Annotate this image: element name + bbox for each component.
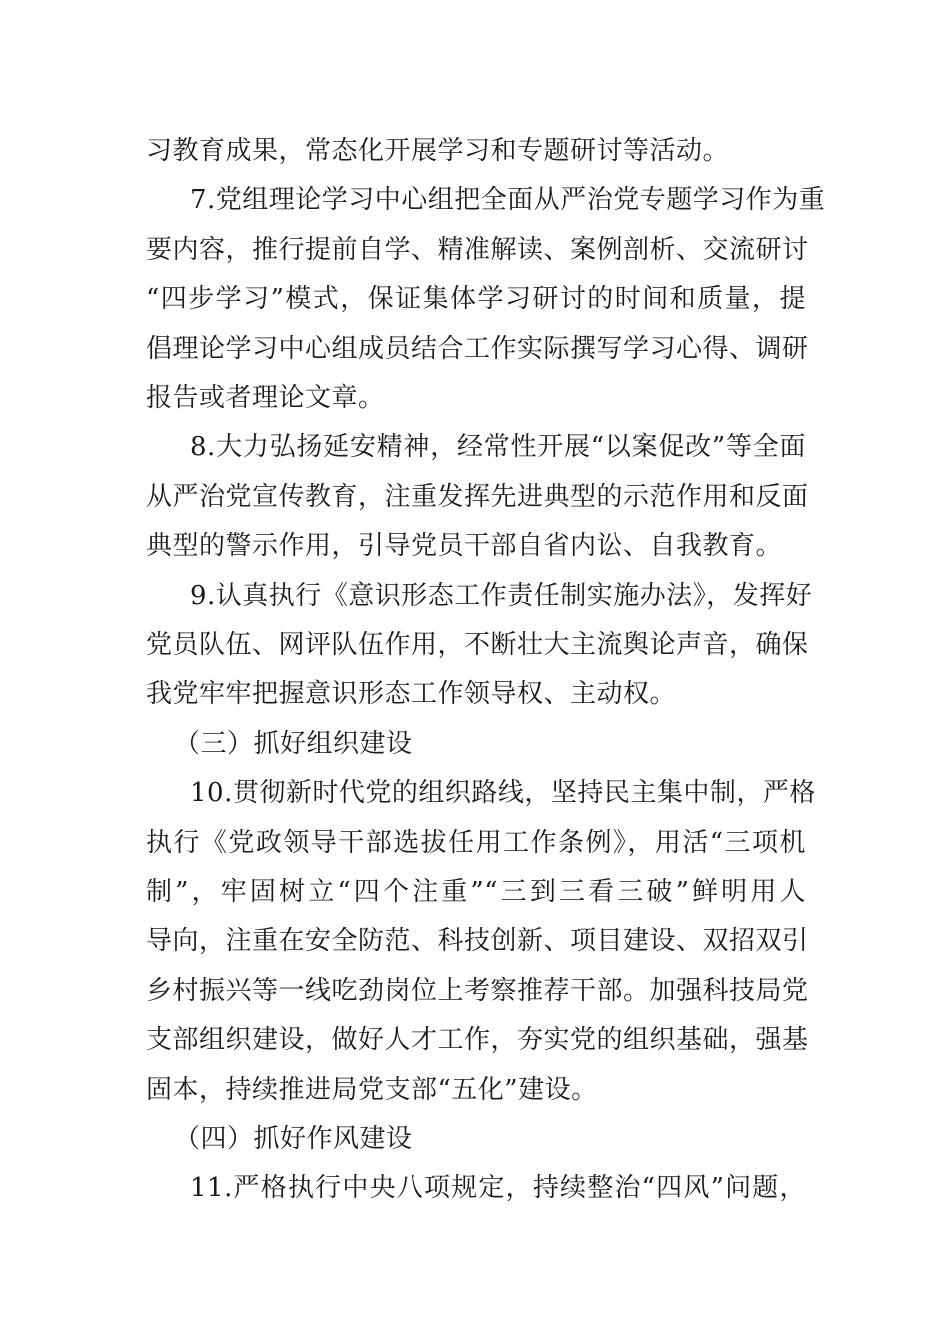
text-line: 7.党组理论学习中心组把全面从严治党专题学习作为重: [190, 185, 826, 215]
text-line: 乡村振兴等一线吃劲岗位上考察推荐干部。加强科技局党: [146, 976, 809, 1006]
text-line: 8.大力弘扬延安精神，经常性开展“以案促改”等全面: [190, 432, 806, 462]
text-line: 执行《党政领导干部选拔任用工作条例》，用活“三项机: [146, 828, 806, 858]
text-line: 从严治党宣传教育，注重发挥先进典型的示范作用和反面: [146, 482, 809, 512]
text-line: 党员队伍、网评队伍作用，不断壮大主流舆论声音，确保: [146, 630, 809, 660]
text-line: 制”，牢固树立“四个注重”“三到三看三破”鲜明用人: [146, 877, 806, 907]
text-line: 我党牢牢把握意识形态工作领导权、主动权。: [146, 679, 677, 709]
text-line: 11.严格执行中央八项规定，持续整治“四风”问题，: [190, 1173, 806, 1203]
text-line: 固本，持续推进局党支部“五化”建设。: [146, 1075, 598, 1105]
text-line: “四步学习”模式，保证集体学习研讨的时间和质量，提: [146, 284, 806, 314]
text-line: 支部组织建设，做好人才工作，夯实党的组织基础，强基: [146, 1025, 809, 1055]
section-heading: （三）抓好组织建设: [174, 729, 413, 759]
text-line: 习教育成果，常态化开展学习和专题研讨等活动。: [146, 136, 730, 166]
text-line: 10.贯彻新时代党的组织路线，坚持民主集中制，严格: [190, 778, 816, 808]
text-line: 倡理论学习中心组成员结合工作实际撰写学习心得、调研: [146, 334, 809, 364]
text-line: 9.认真执行《意识形态工作责任制实施办法》，发挥好: [190, 581, 813, 611]
section-heading: （四）抓好作风建设: [174, 1124, 413, 1154]
text-line: 要内容，推行提前自学、精准解读、案例剖析、交流研讨: [146, 235, 809, 265]
text-line: 典型的警示作用，引导党员干部自省内讼、自我教育。: [146, 531, 783, 561]
text-line: 导向，注重在安全防范、科技创新、项目建设、双招双引: [146, 926, 809, 956]
text-line: 报告或者理论文章。: [146, 383, 385, 413]
